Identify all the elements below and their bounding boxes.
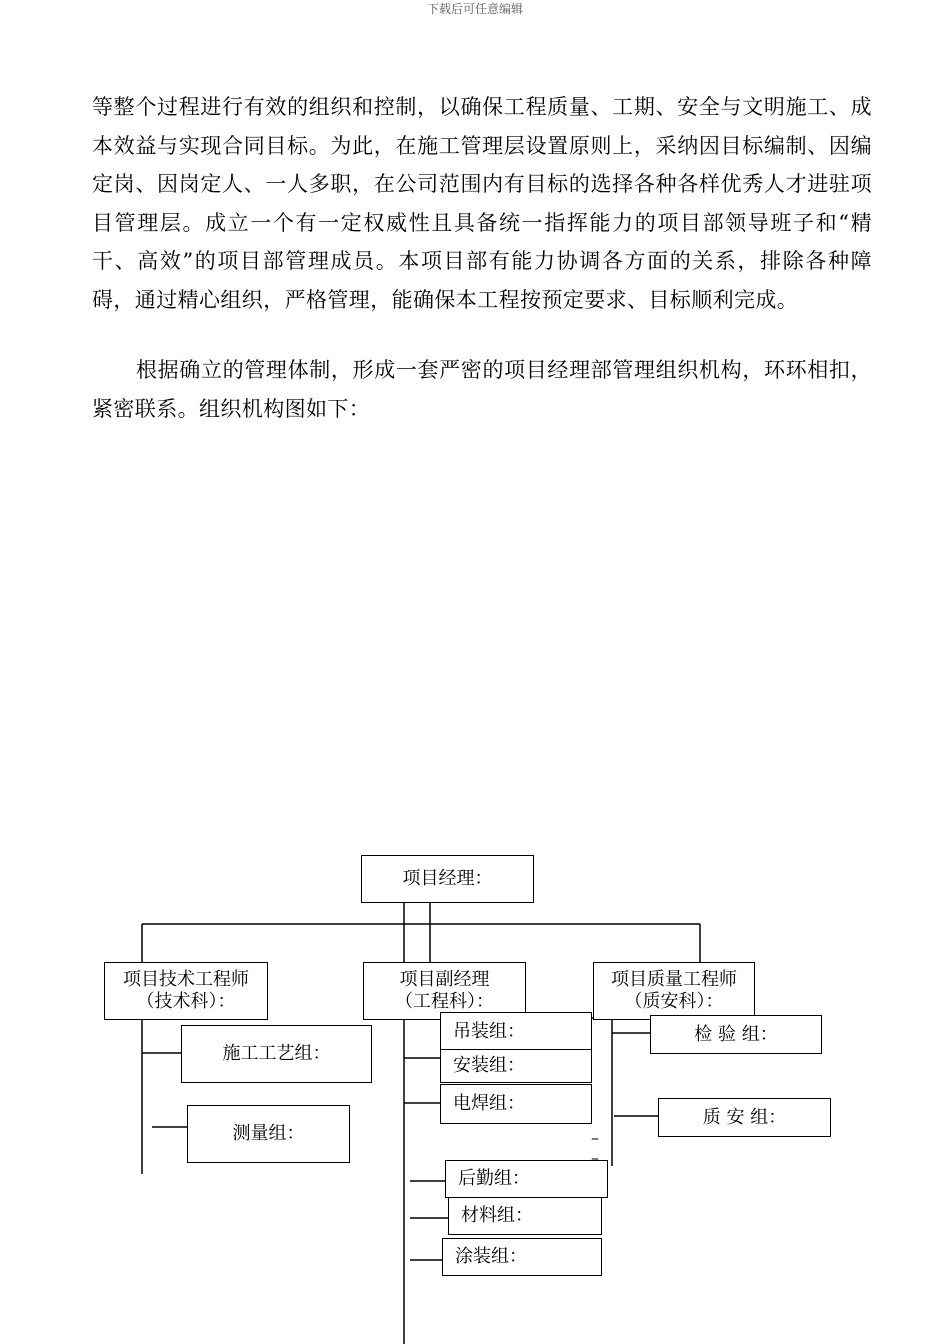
- installation-group-label: 安装组：: [453, 1055, 525, 1076]
- tech-engineer-title: 项目技术工程师: [123, 969, 249, 990]
- page-header: 下载后可任意编辑: [426, 2, 523, 16]
- logistics-group-box: [445, 1160, 608, 1198]
- logistics-group-label: 后勤组：: [458, 1168, 530, 1189]
- survey-group-box: [187, 1105, 350, 1163]
- installation-group-box: [440, 1049, 592, 1083]
- painting-group-label: 涂装组：: [455, 1246, 527, 1267]
- materials-group-label: 材料组：: [461, 1205, 533, 1226]
- tech-engineer-box: [104, 962, 268, 1020]
- body-paragraph-2: 根据确立的管理体制，形成一套严密的项目经理部管理组织机构，环环相扣，紧密联系。组织机构图如下：: [92, 358, 872, 421]
- stray-mark: –: [591, 1128, 599, 1147]
- quality-safety-group-label: 质 安 组：: [702, 1106, 787, 1128]
- body-paragraph-1: 等整个过程进行有效的组织和控制，以确保工程质量、工期、安全与文明施工、成本效益与实现合同目标。为此，在施工管理层设置原则上，采纳因目标编制、因编定岗、因岗定人、一人多职，在公司范围内有目标的选择各种各样优秀人才进驻项目管理层。成立一个有一定权威性且具备统一指挥能力的项目部领导班子和“精干、高效”的项目部管理成员。本项目部有能力协调各方面的关系，排除各种障碍，通过精心组织，严格管理，能确保本工程按预定要求、目标顺利完成。: [92, 95, 872, 312]
- deputy-manager-dept: （工程科）：: [395, 991, 494, 1012]
- welding-group-box: [440, 1084, 592, 1124]
- quality-engineer-dept: （质安科）：: [624, 991, 724, 1012]
- tech-engineer-dept: （技术科）：: [136, 991, 236, 1012]
- welding-group-label: 电焊组：: [453, 1093, 525, 1114]
- inspection-group-label: 检 验 组：: [694, 1023, 778, 1045]
- deputy-manager-title: 项目副经理: [399, 969, 490, 990]
- inspection-group-box: [650, 1015, 822, 1054]
- quality-safety-group-box: [658, 1098, 831, 1137]
- stray-mark: –: [591, 1148, 599, 1167]
- materials-group-box: [448, 1197, 602, 1235]
- quality-engineer-box: [593, 962, 755, 1020]
- process-group-box: [181, 1025, 372, 1083]
- hoisting-group-label: 吊装组：: [453, 1021, 525, 1042]
- hoisting-group-box: [440, 1012, 592, 1052]
- painting-group-box: [442, 1238, 602, 1276]
- survey-group-label: 测量组：: [232, 1123, 305, 1144]
- quality-engineer-title: 项目质量工程师: [611, 969, 737, 990]
- project-manager-box: [361, 855, 534, 903]
- project-manager-label: 项目经理：: [402, 868, 493, 889]
- process-group-label: 施工工艺组：: [222, 1043, 331, 1064]
